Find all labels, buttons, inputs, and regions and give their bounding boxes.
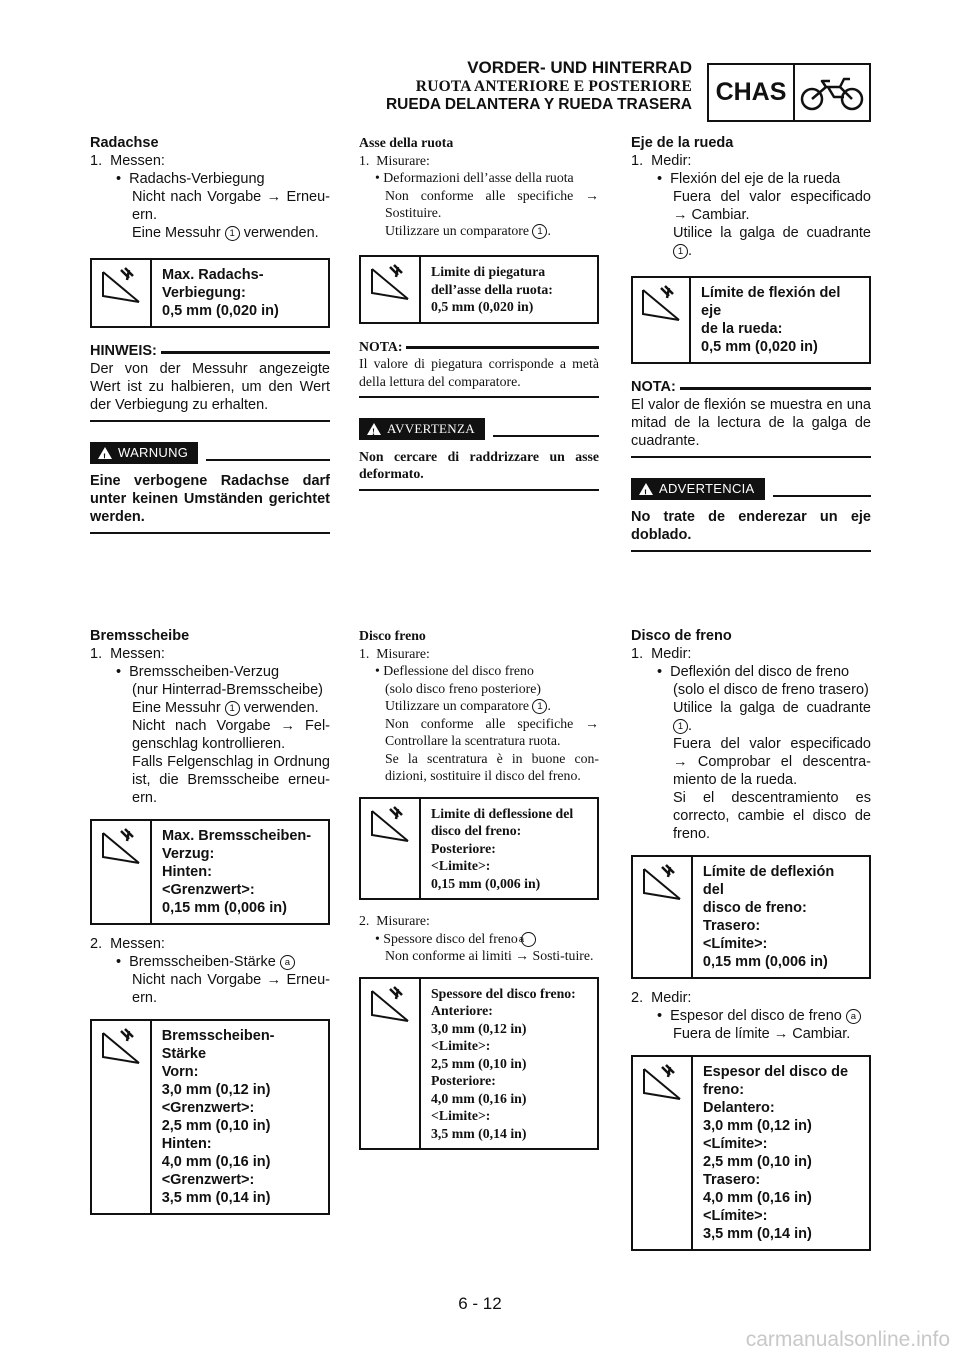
de-thick-spec-box	[90, 1019, 330, 1215]
de-axle-bullet: Radachs-Verbiegung	[129, 171, 265, 187]
de-disc-l1: (nur Hinterrad-Bremsscheibe)	[132, 682, 323, 698]
it-warning-label: AVVERTENZA	[387, 421, 475, 436]
de-note-text: Der von der Messuhr angezeigte Wert ist zu halbieren, um den Wert der Verbiegung zu erhalten.	[90, 361, 330, 413]
es-axle-line2	[631, 224, 871, 260]
es-axle-spec: Límite de flexión del eje de la rueda: 0,5 mm (0,020 in)	[701, 285, 841, 355]
es-thick-bullet-row: • Espesor del disco de freno a	[631, 1007, 871, 1025]
de-note	[90, 342, 330, 422]
it-axle-bullet: • Deformazioni dell’asse della ruota	[375, 170, 574, 185]
ref-marker: a	[846, 1009, 861, 1024]
wrench-icon	[361, 799, 421, 899]
de-warning-text: Eine verbogene Radachse darf unter keinen Umständen gerichtet werden.	[90, 473, 330, 525]
ref-marker: 1	[225, 701, 240, 716]
it-thick-bullet-text: Spessore disco del freno	[383, 930, 518, 946]
it-axle-line2-text: Utilizzare un comparatore	[385, 222, 530, 238]
de-axle-spec-box	[90, 258, 330, 328]
it-warning-text: Non cercare di raddrizzare un asse deformato.	[359, 448, 599, 481]
it-warning-head	[359, 418, 599, 440]
de-disc-l2-text: Eine Messuhr	[132, 700, 221, 716]
header-title-de: VORDER- UND HINTERRAD	[467, 58, 692, 77]
de-disc-l2	[90, 699, 330, 717]
header-title-it: RUOTA ANTERIORE E POSTERIORE	[415, 78, 692, 95]
es-disc-l2-text: Utilice la galga de cuadrante	[673, 700, 871, 716]
es-disc-l2	[631, 699, 871, 735]
de-axle-line2-end: verwenden.	[243, 225, 319, 241]
es-warning-head	[631, 478, 871, 500]
it-axle-spec: Limite di piegatura dell’asse della ruota: 0,5 mm (0,020 in)	[431, 264, 553, 314]
de-disc-title: Bremsscheibe	[90, 628, 190, 644]
es-thick-bullet: Espesor del disco de freno	[670, 1008, 842, 1024]
de-axle-spec: Max. Radachs- Verbiegung: 0,5 mm (0,020 in)	[162, 267, 279, 319]
wrench-icon	[633, 278, 691, 362]
es-axle-bullet-row: • Flexión del eje de la rueda	[657, 171, 841, 187]
it-thick-bullet: • Spessore disco del freno a	[359, 930, 599, 948]
it-thick-spec-box	[359, 977, 599, 1151]
es-disc-bullet-row: • Deflexión del disco de freno	[657, 664, 850, 680]
ref-marker: a	[521, 932, 536, 947]
de-disc-l2-end: verwenden.	[243, 700, 319, 716]
de-thick-bullet: Bremsscheiben-Stärke	[129, 954, 276, 970]
page-header	[386, 58, 692, 114]
it-disc-l1: (solo disco freno posteriore)	[385, 680, 541, 696]
it-thick-spec: Spessore del disco freno: Anteriore: 3,0 mm (0,12 in) <Limite>: 2,5 mm (0,10 in) Posteriore: 4,0 mm (0,16 in) <Limite>: 3,5 mm (0,14 in)	[431, 985, 576, 1141]
es-step2: 2. Medir:	[631, 990, 692, 1006]
de-note-label: HINWEIS:	[90, 343, 157, 359]
ref-marker: 1	[225, 226, 240, 241]
de-thick-l1: Nicht nach Vorgabe → Erneu-ern.	[132, 972, 330, 1006]
de-disc-spec-box	[90, 819, 330, 925]
es-disc-l1: (solo el disco de freno trasero)	[673, 682, 869, 698]
de-axle-line2	[90, 224, 330, 242]
es-disc-spec: Límite de deflexión del disco de freno: Trasero: <Límite>: 0,15 mm (0,006 in)	[702, 864, 835, 970]
it-thick-l1: Non conforme ai limiti → Sosti-tuire.	[385, 948, 594, 963]
it-disc-bullet: • Deflessione del disco freno	[375, 663, 534, 678]
es-axle-line2-text: Utilice la galga de cuadrante	[673, 225, 871, 241]
es-thick-spec-box	[631, 1055, 871, 1251]
de-disc-section	[90, 627, 330, 1225]
es-axle-title: Eje de la rueda	[631, 135, 734, 151]
es-warning-text: No trate de enderezar un eje doblado.	[631, 509, 871, 543]
de-axle-title: Radachse	[90, 135, 159, 151]
es-disc-spec-box	[631, 855, 871, 979]
de-disc-bullet-row: • Bremsscheiben-Verzug	[116, 664, 280, 680]
ref-marker: a	[280, 955, 295, 970]
es-axle-step: 1. Medir:	[631, 153, 692, 169]
es-thick-l1: Fuera de límite → Cambiar.	[673, 1026, 851, 1042]
section-badge-label: CHAS	[709, 65, 795, 120]
es-disc-l4: Si el descentramiento es correcto, cambie el disco de freno.	[673, 790, 871, 842]
watermark: carmanualsonline.info	[745, 1328, 950, 1351]
warning-badge	[90, 442, 198, 464]
es-note	[631, 378, 871, 458]
es-disc-section	[631, 627, 871, 1261]
it-axle-spec-box	[359, 255, 599, 324]
de-disc-spec: Max. Bremsscheiben- Verzug: Hinten: <Grenzwert>: 0,15 mm (0,006 in)	[162, 828, 312, 916]
es-thick-spec: Espesor del disco de freno: Delantero: 3,0 mm (0,12 in) <Límite>: 2,5 mm (0,10 in) Trasero: 4,0 mm (0,16 in) <Límite>: 3,5 mm (0,14 in)	[703, 1064, 849, 1242]
es-disc-l2-end: .	[688, 718, 693, 734]
de-disc-bullet: Bremsscheiben-Verzug	[129, 664, 280, 680]
wrench-icon	[361, 979, 421, 1149]
it-axle-bullet-text: Deformazioni dell’asse della ruota	[383, 170, 574, 185]
es-axle-spec-box	[631, 276, 871, 364]
it-disc-bullet-text: Deflessione del disco freno	[383, 663, 534, 678]
ref-marker: 1	[673, 719, 688, 734]
de-disc-l4: Falls Felgenschlag in Ordnung ist, die Bremsscheibe erneu-ern.	[132, 754, 330, 806]
es-note-text: El valor de flexión se muestra en una mitad de la lectura de la galga de cuadrante.	[631, 397, 871, 449]
motorcycle-icon	[795, 65, 869, 120]
ref-marker: 1	[532, 224, 547, 239]
ref-marker: 1	[532, 699, 547, 714]
it-axle-line2-end: .	[547, 222, 551, 238]
it-note-label: NOTA:	[359, 338, 403, 354]
warning-badge	[359, 418, 485, 440]
de-axle-section	[90, 134, 330, 534]
es-disc-bullet: Deflexión del disco de freno	[670, 664, 850, 680]
wrench-icon	[92, 260, 152, 326]
wrench-icon	[361, 257, 421, 322]
warning-icon	[639, 483, 653, 495]
it-axle-title: Asse della ruota	[359, 135, 454, 150]
de-axle-bullet-row: • Radachs-Verbiegung	[116, 171, 265, 187]
it-disc-l2-end: .	[547, 698, 551, 713]
it-disc-l2-text: Utilizzare un comparatore	[385, 698, 530, 713]
it-axle-line2	[359, 222, 599, 240]
it-step2: 2. Misurare:	[359, 913, 430, 928]
it-disc-l4: Se la scentratura è in buone con-dizioni, sostituire il disco del freno.	[385, 750, 599, 783]
it-axle-step: 1. Misurare:	[359, 152, 430, 168]
warning-badge	[631, 478, 765, 500]
it-disc-spec-box	[359, 797, 599, 901]
es-axle-line2-end: .	[688, 243, 693, 259]
wrench-icon	[633, 857, 693, 977]
es-note-label: NOTA:	[631, 379, 676, 395]
de-axle-line1: Nicht nach Vorgabe → Erneu-ern.	[132, 189, 330, 223]
it-disc-l2	[359, 697, 599, 715]
wrench-icon	[92, 1021, 152, 1213]
wrench-icon	[92, 821, 152, 923]
de-step2: 2. Messen:	[90, 936, 165, 952]
de-disc-l3: Nicht nach Vorgabe → Fel-genschlag kontrollieren.	[132, 718, 330, 752]
es-disc-title: Disco de freno	[631, 628, 732, 644]
header-title-es: RUEDA DELANTERA Y RUEDA TRASERA	[385, 96, 692, 113]
it-note	[359, 338, 599, 399]
it-disc-l3: Non conforme alle specifiche → Controllare la scentratura ruota.	[385, 715, 599, 748]
es-axle-section	[631, 134, 871, 552]
warning-icon	[98, 447, 112, 459]
de-axle-line2-text: Eine Messuhr	[132, 225, 221, 241]
it-disc-step: 1. Misurare:	[359, 645, 430, 661]
es-warning-label: ADVERTENCIA	[659, 481, 755, 496]
it-note-text: Il valore di piegatura corrisponde a metà della lettura del comparatore.	[359, 356, 599, 389]
de-warning-head	[90, 442, 330, 464]
it-disc-section	[359, 627, 599, 1160]
es-axle-bullet: Flexión del eje de la rueda	[670, 171, 841, 187]
it-disc-spec: Limite di deflessione del disco del freno: Posteriore: <Limite>: 0,15 mm (0,006 in)	[431, 805, 574, 891]
section-badge	[707, 63, 871, 122]
it-axle-section	[359, 134, 599, 491]
de-thick-spec: Bremsscheiben-Stärke Vorn: 3,0 mm (0,12 in) <Grenzwert>: 2,5 mm (0,10 in) Hinten: 4,0 mm (0,16 in) <Grenzwert>: 3,5 mm (0,14 in)	[161, 1028, 275, 1206]
wrench-icon	[633, 1057, 693, 1249]
warning-icon	[367, 423, 381, 435]
it-axle-line1: Non conforme alle specifiche → Sostituire.	[385, 187, 599, 220]
de-axle-step: 1. Messen:	[90, 153, 165, 169]
de-warning-label: WARNUNG	[118, 445, 189, 460]
es-disc-l3: Fuera del valor especificado → Comprobar el descentra-miento de la rueda.	[673, 736, 871, 788]
it-disc-title: Disco freno	[359, 628, 426, 643]
es-axle-line1: Fuera del valor especificado → Cambiar.	[673, 189, 871, 223]
de-disc-step: 1. Messen:	[90, 646, 165, 662]
de-thick-bullet-row: • Bremsscheiben-Stärke a	[90, 953, 330, 971]
es-disc-step: 1. Medir:	[631, 646, 692, 662]
ref-marker: 1	[673, 244, 688, 259]
page-number: 6 - 12	[458, 1294, 502, 1313]
